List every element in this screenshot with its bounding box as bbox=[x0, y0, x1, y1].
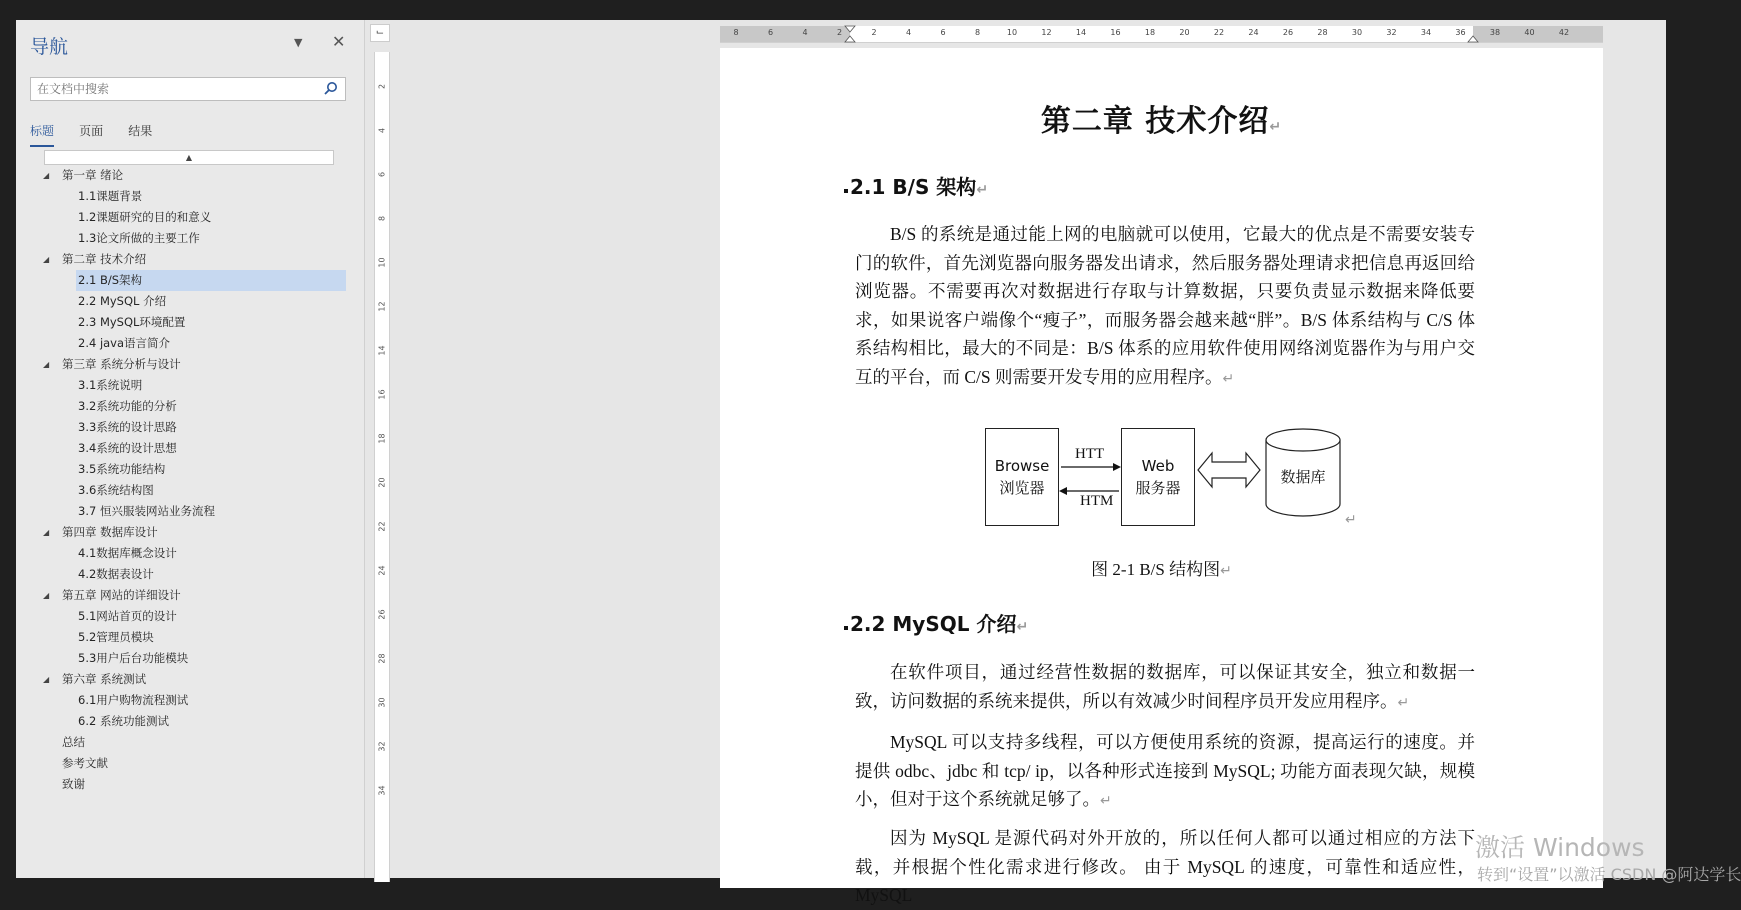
outline-item-label: 2.1 B/S架构 bbox=[78, 273, 143, 287]
ruler-tick-label: 22 bbox=[377, 521, 387, 532]
ruler-tick-label: 32 bbox=[1386, 28, 1397, 37]
outline-item-label: 第五章 网站的详细设计 bbox=[62, 588, 181, 602]
search-box[interactable] bbox=[30, 77, 346, 101]
ruler-tick-label: 40 bbox=[1524, 28, 1535, 37]
outline-item[interactable] bbox=[26, 186, 346, 207]
ruler-tick-label: 12 bbox=[1041, 28, 1052, 37]
outline-item-label: 2.4 java语言简介 bbox=[78, 336, 171, 350]
outline-item-label: 4.1数据库概念设计 bbox=[78, 546, 177, 560]
request-response-arrows-icon bbox=[1059, 428, 1121, 526]
ruler-tick-label: 22 bbox=[1213, 28, 1225, 37]
outline-item-label: 3.5系统功能结构 bbox=[78, 462, 166, 476]
ruler-tick-label: 6 bbox=[940, 28, 946, 37]
right-indent-marker-icon[interactable] bbox=[1468, 26, 1478, 42]
outline-item-label: 第二章 技术介绍 bbox=[62, 252, 147, 266]
collapse-triangle-icon[interactable]: ◢ bbox=[43, 675, 50, 684]
paragraph-mark: ↵ bbox=[1269, 119, 1283, 135]
outline-item[interactable] bbox=[26, 417, 346, 438]
paragraph-mark: ↵ bbox=[1220, 564, 1232, 579]
ruler-tick-label: 30 bbox=[377, 697, 387, 708]
ruler-tick-label: 32 bbox=[377, 741, 387, 752]
outline-item[interactable] bbox=[26, 543, 346, 564]
ruler-tick-label: 4 bbox=[377, 127, 387, 134]
ruler-tick-label: 16 bbox=[1110, 28, 1121, 37]
collapse-triangle-icon[interactable]: ◢ bbox=[43, 591, 50, 600]
heading-outline bbox=[26, 165, 346, 795]
outline-item-label: 3.2系统功能的分析 bbox=[78, 399, 177, 413]
outline-chapter[interactable] bbox=[26, 354, 346, 375]
activation-watermark-subtitle: 转到“设置”以激活 CSDN @阿达学长 bbox=[1477, 865, 1741, 884]
web-server-label-cn: 服务器 bbox=[1135, 479, 1181, 497]
outline-item[interactable] bbox=[26, 711, 346, 732]
outline-item[interactable] bbox=[26, 732, 346, 753]
outline-item-label: 3.6系统结构图 bbox=[78, 483, 154, 497]
ruler-left-margin bbox=[720, 26, 850, 42]
chapter-title bbox=[720, 96, 1603, 140]
indent-marker-icon[interactable] bbox=[845, 26, 855, 42]
ruler-tick-label: 28 bbox=[377, 653, 387, 664]
ruler-tick-label: 4 bbox=[905, 28, 912, 37]
vertical-ruler bbox=[374, 52, 390, 882]
outline-item-label: 第六章 系统测试 bbox=[62, 672, 147, 686]
ruler-tick-label: 34 bbox=[1420, 28, 1432, 37]
paragraph-mark: ↵ bbox=[976, 182, 989, 198]
ruler-tick-label: 30 bbox=[1351, 28, 1363, 37]
outline-item-label: 5.3用户后台功能模块 bbox=[78, 651, 189, 665]
ruler-tick-label: 4 bbox=[802, 28, 808, 37]
outline-item[interactable] bbox=[26, 207, 346, 228]
ruler-tick-label: 8 bbox=[377, 215, 387, 222]
heading-2-2-text: 2.2 MySQL 介绍 bbox=[850, 612, 1017, 636]
outline-chapter[interactable] bbox=[26, 249, 346, 270]
outline-item[interactable] bbox=[26, 648, 346, 669]
ruler-tick-label: 14 bbox=[1075, 28, 1087, 37]
ruler-tick-label: 38 bbox=[1489, 28, 1501, 37]
ruler-tick-label: 2 bbox=[871, 28, 877, 37]
paragraph-bs-intro bbox=[855, 220, 1475, 394]
figure-caption bbox=[720, 555, 1603, 580]
outline-item[interactable] bbox=[26, 501, 346, 522]
outline-item-label: 2.3 MySQL环境配置 bbox=[78, 315, 186, 329]
outline-item[interactable] bbox=[26, 459, 346, 480]
ruler-tick-label: 18 bbox=[1144, 28, 1156, 37]
outline-item[interactable] bbox=[26, 753, 346, 774]
outline-item[interactable] bbox=[26, 375, 346, 396]
tab-selector-icon[interactable]: ⌙ bbox=[370, 24, 390, 42]
ruler-tick-label: 6 bbox=[767, 28, 774, 37]
ruler-tick-label: 6 bbox=[377, 171, 387, 178]
request-label: HTT bbox=[1075, 446, 1105, 462]
chapter-title-text: 第二章 技术介绍 bbox=[1040, 104, 1270, 139]
heading-2-1 bbox=[850, 171, 988, 200]
scroll-up-icon[interactable]: ▲ bbox=[44, 150, 334, 165]
outline-item-label: 总结 bbox=[62, 735, 85, 749]
outline-item-label: 参考文献 bbox=[62, 756, 108, 770]
paragraph-mark: ↵ bbox=[1016, 619, 1029, 635]
chevron-down-icon[interactable]: ▼ bbox=[294, 36, 303, 49]
outline-item[interactable] bbox=[76, 270, 346, 291]
outline-item-label: 第一章 绪论 bbox=[62, 168, 124, 182]
ruler-tick-label: 16 bbox=[377, 389, 387, 400]
paragraph-mysql-1-text: 在软件项目，通过经营性数据的数据库，可以保证其安全，独立和数据一致，访问数据的系统来提供，所以有效减少时间程序员开发应用程序。 bbox=[855, 662, 1475, 711]
ruler-tick-label: 8 bbox=[733, 28, 739, 37]
response-label: HTM bbox=[1080, 493, 1114, 509]
outline-item-label: 4.2数据表设计 bbox=[78, 567, 154, 581]
close-icon[interactable]: ✕ bbox=[332, 32, 346, 51]
outline-chapter[interactable] bbox=[26, 669, 346, 690]
outline-item-label: 6.1用户购物流程测试 bbox=[78, 693, 189, 707]
ruler-tick-label: 24 bbox=[377, 565, 387, 576]
navigation-pane bbox=[16, 20, 365, 878]
outline-item-label: 致谢 bbox=[62, 777, 85, 791]
paragraph-mark: ↵ bbox=[1222, 371, 1235, 387]
database-label: 数据库 bbox=[1280, 468, 1326, 486]
ruler-tick-label: 28 bbox=[1317, 28, 1328, 37]
ruler-tick-label: 2 bbox=[377, 83, 387, 90]
tab-pages[interactable]: 页面 bbox=[79, 124, 104, 138]
tab-headings[interactable]: 标题 bbox=[30, 122, 54, 147]
outline-item[interactable] bbox=[26, 564, 346, 585]
document-page[interactable] bbox=[720, 48, 1603, 905]
outline-item-label: 5.1网站首页的设计 bbox=[78, 609, 177, 623]
paragraph-mark: ↵ bbox=[1397, 695, 1410, 711]
ruler-tick-label: 18 bbox=[377, 433, 387, 444]
outline-item-label: 5.2管理员模块 bbox=[78, 630, 154, 644]
browser-label-cn: 浏览器 bbox=[999, 479, 1045, 497]
activation-watermark-title: 激活 Windows bbox=[1475, 833, 1645, 862]
paragraph-mysql-2 bbox=[855, 728, 1475, 817]
outline-item[interactable] bbox=[26, 291, 346, 312]
outline-item-label: 1.3论文所做的主要工作 bbox=[78, 231, 200, 245]
paragraph-mysql-2-text: MySQL 可以支持多线程，可以方便使用系统的资源，提高运行的速度。并提供 odbc、jdbc 和 tcp/ ip，以各种形式连接到 MySQL; 功能方面表现欠缺，规模小，但对于这个系统就足够了。 bbox=[855, 732, 1475, 809]
outline-item[interactable] bbox=[26, 396, 346, 417]
collapse-triangle-icon[interactable]: ◢ bbox=[43, 171, 50, 180]
outline-item[interactable] bbox=[26, 333, 346, 354]
outline-item[interactable] bbox=[26, 480, 346, 501]
ruler-tick-label: 42 bbox=[1558, 28, 1570, 37]
paragraph-mark: ↵ bbox=[1345, 512, 1357, 528]
tab-results[interactable]: 结果 bbox=[128, 124, 153, 138]
ruler-tick-label: 26 bbox=[377, 609, 387, 620]
outline-chapter[interactable] bbox=[26, 585, 346, 606]
paragraph-mark: ↵ bbox=[1100, 794, 1112, 809]
horizontal-ruler bbox=[720, 26, 1603, 43]
ruler-tick-label: 34 bbox=[377, 785, 387, 796]
bs-architecture-diagram bbox=[985, 428, 1370, 548]
outline-item[interactable] bbox=[26, 312, 346, 333]
outline-item-label: 3.4系统的设计思想 bbox=[78, 441, 177, 455]
ruler-tick-label: 14 bbox=[377, 345, 387, 356]
outline-item[interactable] bbox=[26, 438, 346, 459]
paragraph-mysql-3-text: 因为 MySQL 是源代码对外开放的，所以任何人都可以通过相应的方法下载，并根据个性化需求进行修改。 由于 MySQL 的速度，可靠性和适应性，MySQL bbox=[855, 828, 1475, 905]
paragraph-mysql-3 bbox=[855, 824, 1475, 910]
heading-2-2 bbox=[850, 608, 1028, 637]
ruler-tick-label: 36 bbox=[1455, 28, 1466, 37]
ruler-tick-label: 20 bbox=[1179, 28, 1190, 37]
outline-item-label: 3.1系统说明 bbox=[78, 378, 143, 392]
outline-chapter[interactable] bbox=[26, 165, 346, 186]
ruler-tick-label: 2 bbox=[836, 28, 843, 37]
nav-tabs bbox=[30, 120, 172, 148]
nav-title: 导航 bbox=[30, 36, 69, 58]
web-server-box bbox=[1121, 428, 1195, 526]
paragraph-bs-intro-text: B/S 的系统是通过能上网的电脑就可以使用，它最大的优点是不需要安装专门的软件，首先浏览器向服务器发出请求，然后服务器处理请求把信息再返回给浏览器。不需要再次对数据进行存取与计算数据，只要负责显示数据来降低要求，如果说客户端像个“瘦子”，而服务器会越来越“胖”。B/S 体系结构与 C/S 体系结构相比，最大的不同是：B/S 体系的应用软件使用网络浏览器作为与用户交互的平台，而 C/S 则需要开发专用的应用程序。 bbox=[855, 224, 1475, 387]
outline-item-label: 1.1课题背景 bbox=[78, 189, 143, 203]
outline-item[interactable] bbox=[26, 774, 346, 795]
outline-item[interactable] bbox=[26, 627, 346, 648]
ruler-tick-label: 20 bbox=[377, 477, 387, 488]
outline-item-label: 3.7 恒兴服装网站业务流程 bbox=[78, 504, 215, 518]
search-icon[interactable] bbox=[323, 81, 339, 97]
outline-item-label: 第三章 系统分析与设计 bbox=[62, 357, 181, 371]
outline-item[interactable] bbox=[26, 690, 346, 711]
outline-item-label: 6.2 系统功能测试 bbox=[78, 714, 169, 728]
paragraph-mysql-1 bbox=[855, 658, 1475, 718]
outline-item-label: 2.2 MySQL 介绍 bbox=[78, 294, 167, 308]
outline-item-label: 1.2课题研究的目的和意义 bbox=[78, 210, 212, 224]
ruler-tick-label: 8 bbox=[974, 28, 981, 37]
ruler-tick-label: 10 bbox=[377, 257, 387, 268]
outline-chapter[interactable] bbox=[26, 522, 346, 543]
web-server-label-en: Web bbox=[1141, 457, 1175, 475]
outline-item-label: 3.3系统的设计思路 bbox=[78, 420, 177, 434]
ruler-tick-label: 12 bbox=[377, 301, 387, 312]
ruler-tick-label: 26 bbox=[1282, 28, 1294, 37]
heading-2-1-text: 2.1 B/S 架构 bbox=[850, 175, 977, 199]
collapse-triangle-icon[interactable]: ◢ bbox=[43, 255, 50, 264]
figure-caption-text: 图 2-1 B/S 结构图 bbox=[1091, 560, 1221, 579]
double-arrow-icon bbox=[1197, 448, 1261, 492]
outline-item[interactable] bbox=[26, 228, 346, 249]
search-input[interactable] bbox=[31, 78, 323, 100]
outline-item-label: 第四章 数据库设计 bbox=[62, 525, 158, 539]
browser-label-en: Browse bbox=[994, 457, 1050, 475]
ruler-tick-label: 24 bbox=[1248, 28, 1259, 37]
collapse-triangle-icon[interactable]: ◢ bbox=[43, 528, 50, 537]
outline-item[interactable] bbox=[26, 606, 346, 627]
collapse-triangle-icon[interactable]: ◢ bbox=[43, 360, 50, 369]
browser-box bbox=[985, 428, 1059, 526]
ruler-tick-label: 10 bbox=[1006, 28, 1018, 37]
